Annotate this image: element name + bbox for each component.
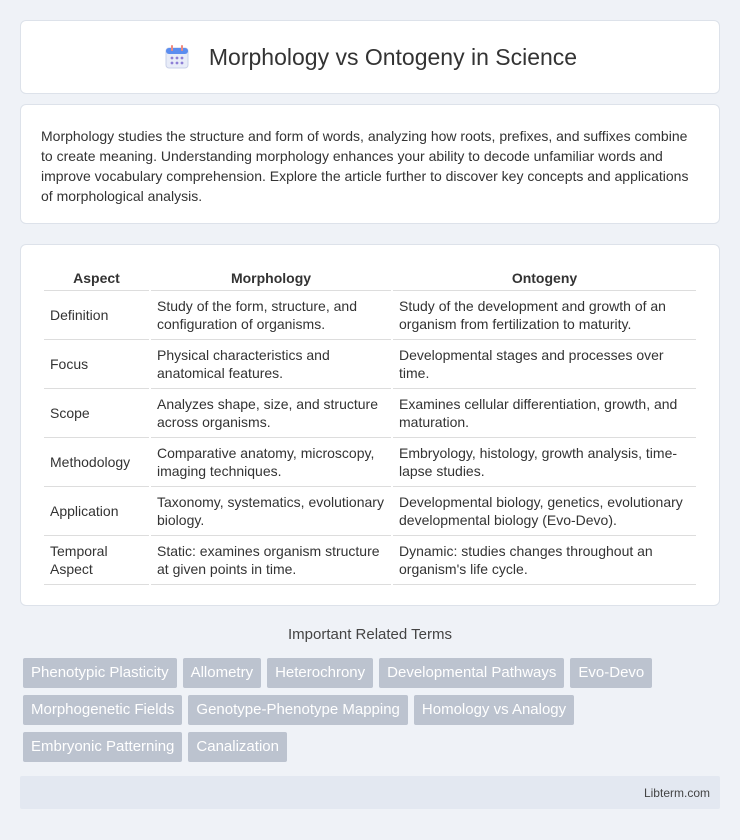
cell-ontogeny: Dynamic: studies changes throughout an organism's life cycle.	[393, 536, 696, 585]
cell-ontogeny: Study of the development and growth of an organism from fertilization to maturity.	[393, 291, 696, 340]
related-terms-list	[23, 658, 723, 769]
cell-ontogeny: Developmental stages and processes over time.	[393, 340, 696, 389]
cell-aspect: Focus	[44, 340, 149, 389]
table-row	[44, 340, 696, 389]
intro-text: Morphology studies the structure and form of words, analyzing how roots, prefixes, and suffixes combine to create meaning. Understanding morphology enhances your ability to decode unfamiliar words and improve vocabulary comprehension. Explore the article further to discover key concepts and applications of morphological analysis.	[41, 128, 689, 204]
table-row	[44, 536, 696, 585]
cell-ontogeny: Examines cellular differentiation, growth, and maturation.	[393, 389, 696, 438]
tag-phenotypic-plasticity[interactable]: Phenotypic Plasticity	[23, 658, 177, 688]
tag-developmental-pathways[interactable]: Developmental Pathways	[379, 658, 564, 688]
header-card	[20, 20, 720, 94]
table-row	[44, 487, 696, 536]
cell-morphology: Study of the form, structure, and configuration of organisms.	[151, 291, 391, 340]
intro-card	[20, 104, 720, 224]
tag-genotype-phenotype-mapping[interactable]: Genotype-Phenotype Mapping	[188, 695, 407, 725]
table-header-row	[44, 265, 696, 291]
cell-ontogeny: Embryology, histology, growth analysis, time-lapse studies.	[393, 438, 696, 487]
cell-aspect: Temporal Aspect	[44, 536, 149, 585]
cell-ontogeny: Developmental biology, genetics, evolutionary developmental biology (Evo-Devo).	[393, 487, 696, 536]
comparison-table	[42, 265, 698, 585]
table-row	[44, 389, 696, 438]
tag-allometry[interactable]: Allometry	[183, 658, 262, 688]
header-morphology: Morphology	[151, 265, 391, 291]
page-title: Morphology vs Ontogeny in Science	[208, 43, 578, 70]
tag-heterochrony[interactable]: Heterochrony	[267, 658, 373, 688]
comparison-table-card	[20, 244, 720, 606]
cell-aspect: Scope	[44, 389, 149, 438]
tag-canalization[interactable]: Canalization	[188, 732, 287, 762]
tag-evo-devo[interactable]: Evo-Devo	[570, 658, 652, 688]
cell-aspect: Application	[44, 487, 149, 536]
cell-aspect: Definition	[44, 291, 149, 340]
tag-embryonic-patterning[interactable]: Embryonic Patterning	[23, 732, 182, 762]
tag-morphogenetic-fields[interactable]: Morphogenetic Fields	[23, 695, 182, 725]
cell-morphology: Physical characteristics and anatomical features.	[151, 340, 391, 389]
footer-site-link[interactable]: Libterm.com	[643, 785, 710, 800]
calendar-icon	[163, 43, 191, 71]
cell-morphology: Static: examines organism structure at given points in time.	[151, 536, 391, 585]
cell-morphology: Taxonomy, systematics, evolutionary biology.	[151, 487, 391, 536]
header-aspect: Aspect	[44, 265, 149, 291]
table-row	[44, 438, 696, 487]
tag-homology-vs-analogy[interactable]: Homology vs Analogy	[414, 695, 574, 725]
cell-aspect: Methodology	[44, 438, 149, 487]
table-row	[44, 291, 696, 340]
cell-morphology: Comparative anatomy, microscopy, imaging techniques.	[151, 438, 391, 487]
header-ontogeny: Ontogeny	[393, 265, 696, 291]
footer	[20, 776, 720, 809]
related-terms-title: Important Related Terms	[288, 626, 452, 643]
cell-morphology: Analyzes shape, size, and structure across organisms.	[151, 389, 391, 438]
